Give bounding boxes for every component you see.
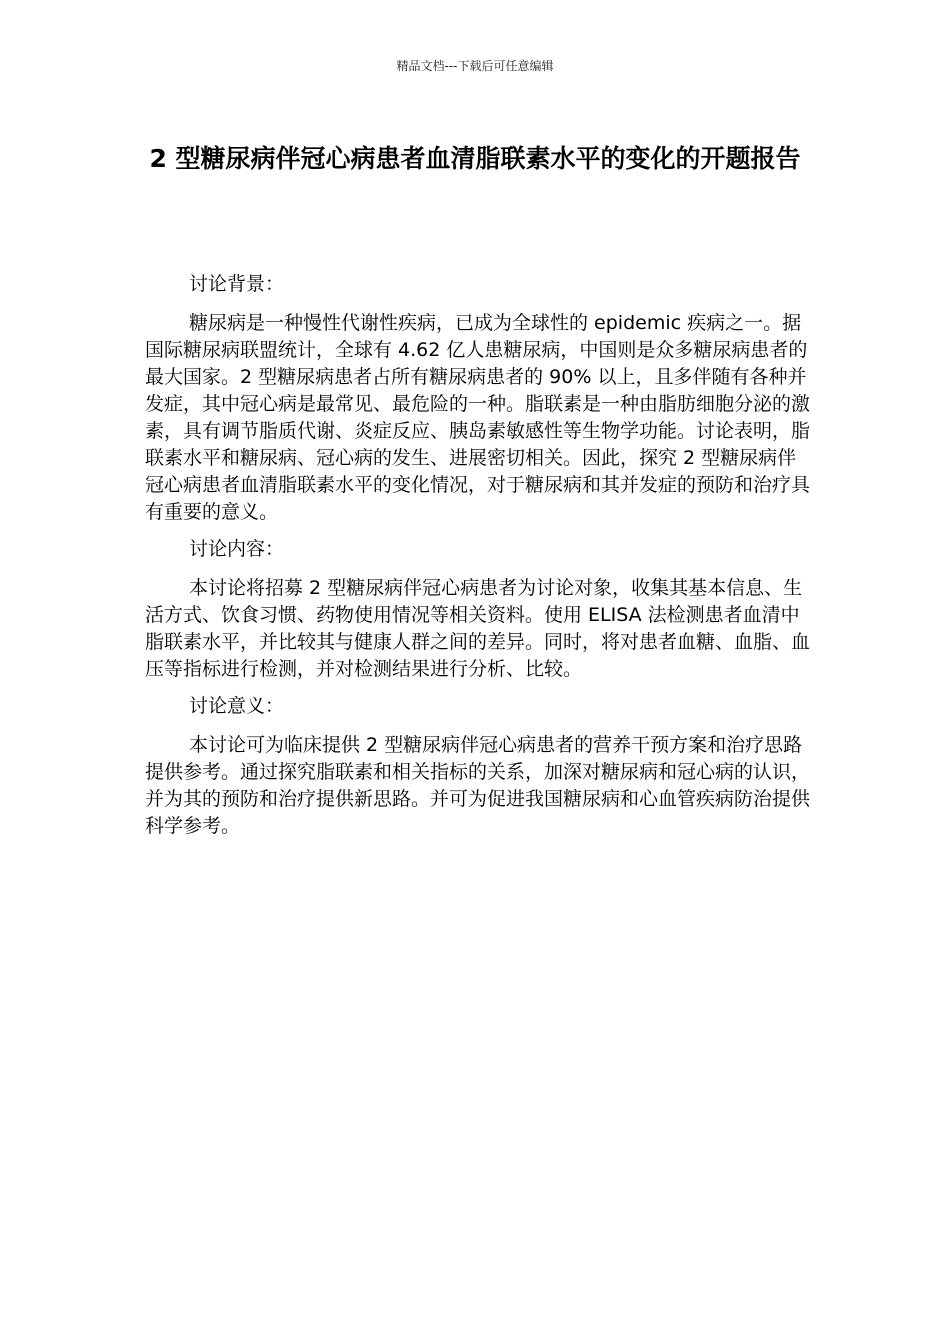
section-background [145, 271, 810, 526]
section-heading-background: 讨论背景： [189, 273, 285, 295]
section-paragraph-significance: 本讨论可为临床提供 2 型糖尿病伴冠心病患者的营养干预方案和治疗思路提供参考。通过探究脂联素和相关指标的关系，加深对糖尿病和冠心病的认识，并为其的预防和治疗提供新思路。并可为促进我国糖尿病和心血管疾病防治提供科学参考。 [145, 734, 811, 837]
section-content [145, 536, 810, 683]
section-paragraph-content: 本讨论将招募 2 型糖尿病伴冠心病患者为讨论对象，收集其基本信息、生活方式、饮食习惯、药物使用情况等相关资料。使用 ELISA 法检测患者血清中脂联素水平，并比较其与健康人群之间的差异。同时，将对患者血糖、血脂、血压等指标进行检测，并对检测结果进行分析、比较。 [145, 577, 811, 680]
section-significance [145, 693, 810, 840]
section-heading-significance: 讨论意义： [189, 695, 285, 717]
section-paragraph-background: 糖尿病是一种慢性代谢性疾病，已成为全球性的 epidemic 疾病之一。据国际糖尿病联盟统计，全球有 4.62 亿人患糖尿病，中国则是众多糖尿病患者的最大国家。2 型糖尿病患者占所有糖尿病患者的 90% 以上，且多伴随有各种并发症，其中冠心病是最常见、最危险的一种。脂联素是一种由脂肪细胞分泌的激素，具有调节脂质代谢、炎症反应、胰岛素敏感性等生物学功能。讨论表明，脂联素水平和糖尿病、冠心病的发生、进展密切相关。因此，探究 2 型糖尿病伴冠心病患者血清脂联素水平的变化情况，对于糖尿病和其并发症的预防和治疗具有重要的意义。 [145, 312, 811, 523]
header-note: 精品文档---下载后可任意编辑 [396, 59, 554, 73]
section-heading-content: 讨论内容： [189, 538, 285, 560]
document-title: 2 型糖尿病伴冠心病患者血清脂联素水平的变化的开题报告 [149, 144, 801, 173]
document-body [145, 271, 810, 850]
